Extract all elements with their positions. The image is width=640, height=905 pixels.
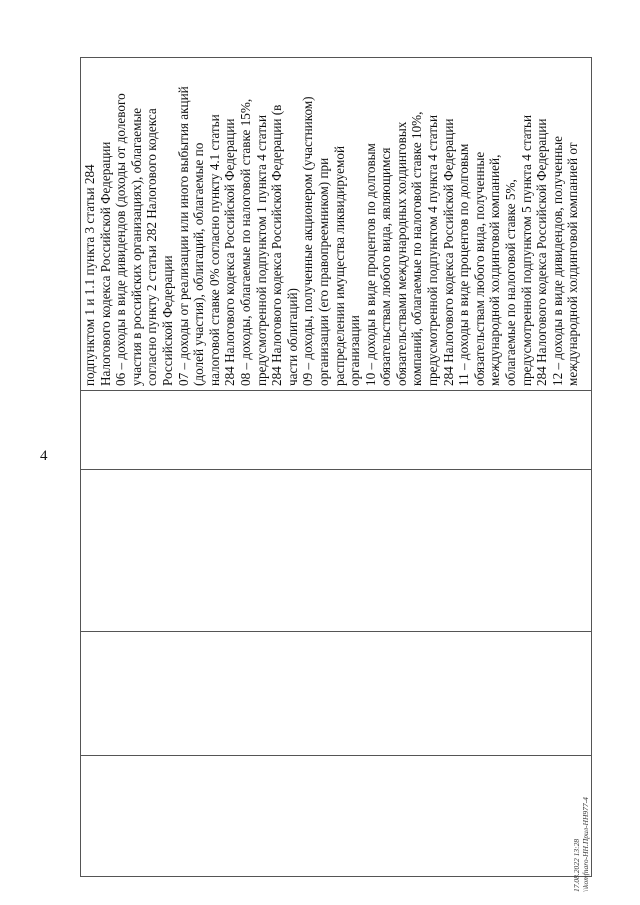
text-line: международной холдинговой компанией, <box>487 154 503 386</box>
column-divider <box>80 469 592 470</box>
footer-timestamp: 17.08.2022 13:28 <box>572 838 581 892</box>
text-line: распределении имущества ликвидируемой <box>331 145 347 386</box>
text-line: 284 Налогового кодекса Российской Федерации <box>534 118 550 386</box>
text-line: облагаемые по налоговой ставке 5%, <box>503 179 519 386</box>
text-line: 06 – доходы в виде дивидендов (доходы от долевого <box>113 93 129 386</box>
text-line: предусмотренной подпунктом 4 пункта 4 статьи <box>425 114 441 386</box>
column-divider <box>80 755 592 756</box>
text-line: участия в российских организациях), облагаемые <box>128 107 144 386</box>
text-line: предусмотренной подпунктом 1 пункта 4 статьи <box>253 114 269 386</box>
text-line: обязательствами международных холдинговых <box>393 121 409 386</box>
text-line: части облигаций) <box>284 288 300 386</box>
text-line: 284 Налогового кодекса Российской Федерации <box>440 118 456 386</box>
text-line: (долей участия), облигаций, облагаемые по <box>191 142 207 386</box>
text-line: компаний, облагаемые по налоговой ставке 10%, <box>409 111 425 386</box>
text-line: 10 – доходы в виде процентов по долговым <box>362 143 378 386</box>
text-line: Налогового кодекса Российской Федерации <box>97 141 113 386</box>
column-divider <box>80 390 592 391</box>
text-line: обязательствам любого вида, являющимся <box>378 147 394 386</box>
text-line: налоговой ставке 0% согласно пункту 4.1 статьи <box>206 114 222 386</box>
column-divider <box>80 631 592 632</box>
text-line: организации (его правопреемником) при <box>315 157 331 386</box>
document-footer <box>572 592 590 892</box>
text-line: согласно пункту 2 статьи 282 Налогового кодекса <box>144 108 160 386</box>
text-line: международной холдинговой компанией от <box>565 142 581 386</box>
text-line: предусмотренной подпунктом 5 пункта 4 статьи <box>518 114 534 386</box>
text-line: 09 – доходы, полученные акционером (участником) <box>300 96 316 386</box>
text-line: 08 – доходы, облагаемые по налоговой ставке 15%, <box>237 98 253 386</box>
text-line: 11 – доходы в виде процентов по долговым <box>456 143 472 386</box>
text-line: 284 Налогового кодекса Российской Федерации <box>222 118 238 386</box>
text-line: обязательствам любого вида, полученные <box>471 151 487 386</box>
text-line: подпунктом 1 и 1.1 пункта 3 статьи 284 <box>82 164 97 386</box>
page-number: 4 <box>40 448 48 464</box>
rotated-table-page <box>80 57 592 877</box>
income-codes-cell <box>82 60 590 390</box>
text-line: Российской Федерации <box>159 255 175 386</box>
text-line: 07 – доходы от реализации или иного выбытия акций <box>175 86 191 386</box>
footer-file-path: \\komfnaro-HH.Прил-HH977-4 <box>581 797 590 892</box>
text-line: 12 – доходы в виде дивидендов, полученные <box>549 136 565 386</box>
text-line: организации <box>347 315 363 386</box>
text-line: 284 Налогового кодекса Российской Федерации (в <box>269 104 285 386</box>
